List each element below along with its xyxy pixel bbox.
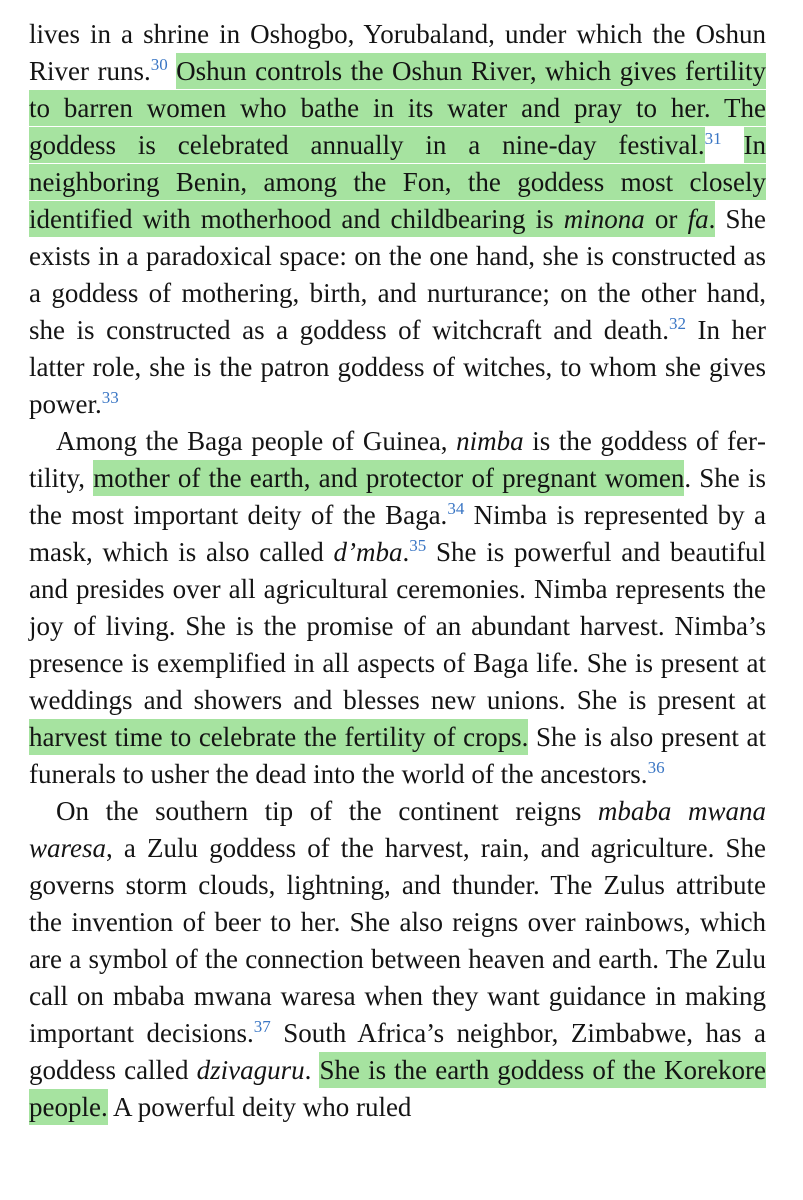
highlighted-text[interactable]: or [645,201,688,237]
footnote-ref-33[interactable]: 33 [101,388,119,407]
footnote-ref-36[interactable]: 36 [647,758,665,777]
body-text-run [722,130,744,160]
footnote-ref-30[interactable]: 30 [150,55,168,74]
paragraph-2 [29,423,766,793]
footnote-ref-32[interactable]: 32 [668,314,686,333]
body-text-run [168,56,176,86]
footnote-ref-37[interactable]: 37 [253,1017,271,1036]
footnote-ref-35[interactable]: 35 [409,536,427,555]
body-text-run: is the goddess of fertility, [29,426,767,493]
highlighted-text[interactable]: harvest time to celebrate the fertility of crops. [29,719,528,755]
body-text-run: . She is the most important deity of the Baga. [29,463,766,530]
body-text-run: . [402,537,410,567]
paragraph-1 [29,16,766,423]
italic-term: nimba [456,426,524,456]
italic-term: d’mba [333,537,403,567]
body-text-run: , a Zulu goddess of the harvest, rain, and agriculture. She governs storm clouds, lightning, and thunder. The Zulus attribute the invention of beer to her. She also reigns over rainbows, which are a symbol of the connection between heaven and earth. The Zulu call on mbaba mwana waresa when they want guidance in making important decisions. [29,833,766,1048]
body-text-run: In her latter role, she is the patron goddess of witches, to whom she gives power. [29,315,767,419]
highlighted-italic-term[interactable]: fa [688,201,709,237]
body-text-run: South Africa’s neighbor, Zimbabwe, has a goddess called [29,1018,766,1085]
highlighted-italic-term[interactable]: minona [564,201,645,237]
body-text-run: She is also present at funerals to usher the dead into the world of the ancestors. [29,722,766,789]
highlighted-text[interactable]: mother of the earth, and protector of pregnant women [93,460,684,496]
body-text [29,16,766,1126]
body-text-run: . [304,1055,320,1085]
body-text-run: Nimba is represented by a mask, which is also called [29,500,767,567]
italic-term: mbaba mwana waresa [29,796,766,863]
body-text-run: Among the Baga people of Guinea, [56,426,457,456]
italic-term: dzivaguru [196,1055,305,1085]
body-text-run: A powerful deity who ruled [107,1092,412,1122]
footnote-ref-31[interactable]: 31 [704,129,722,148]
body-text-run: On the southern tip of the continent reigns [56,796,598,826]
footnote-ref-34[interactable]: 34 [447,499,465,518]
body-text-run: She exists in a paradoxical space: on the one hand, she is constructed as a goddess of mothering, birth, and nurturance; on the other hand, she is constructed as a goddess of witchcraft and death. [29,204,766,345]
highlighted-text[interactable]: . [709,201,716,237]
body-text-run: She is powerful and beautiful and presides over all agricultural ceremonies. Nimba represents the joy of living. She is the promise of an abundant harvest. Nimba’s presence is exemplified in all aspects of Baga life. She is present at weddings and showers and blesses new unions. She is present at [29,537,766,715]
highlighted-text[interactable]: Oshun controls the Oshun River, which gives fertility to barren women who bathe in its water and pray to her. The goddess is celebrated annually in a nine-day festival. [29,53,766,163]
paragraph-3 [29,793,766,1126]
body-text-run: lives in a shrine in Oshogbo, Yorubaland, under which the Oshun River runs. [29,19,766,86]
highlighted-text[interactable]: She is the earth goddess of the Korekore people. [29,1052,766,1125]
highlighted-text[interactable]: In neighboring Benin, among the Fon, the goddess most closely identified with motherhood and childbearing is [29,127,766,237]
